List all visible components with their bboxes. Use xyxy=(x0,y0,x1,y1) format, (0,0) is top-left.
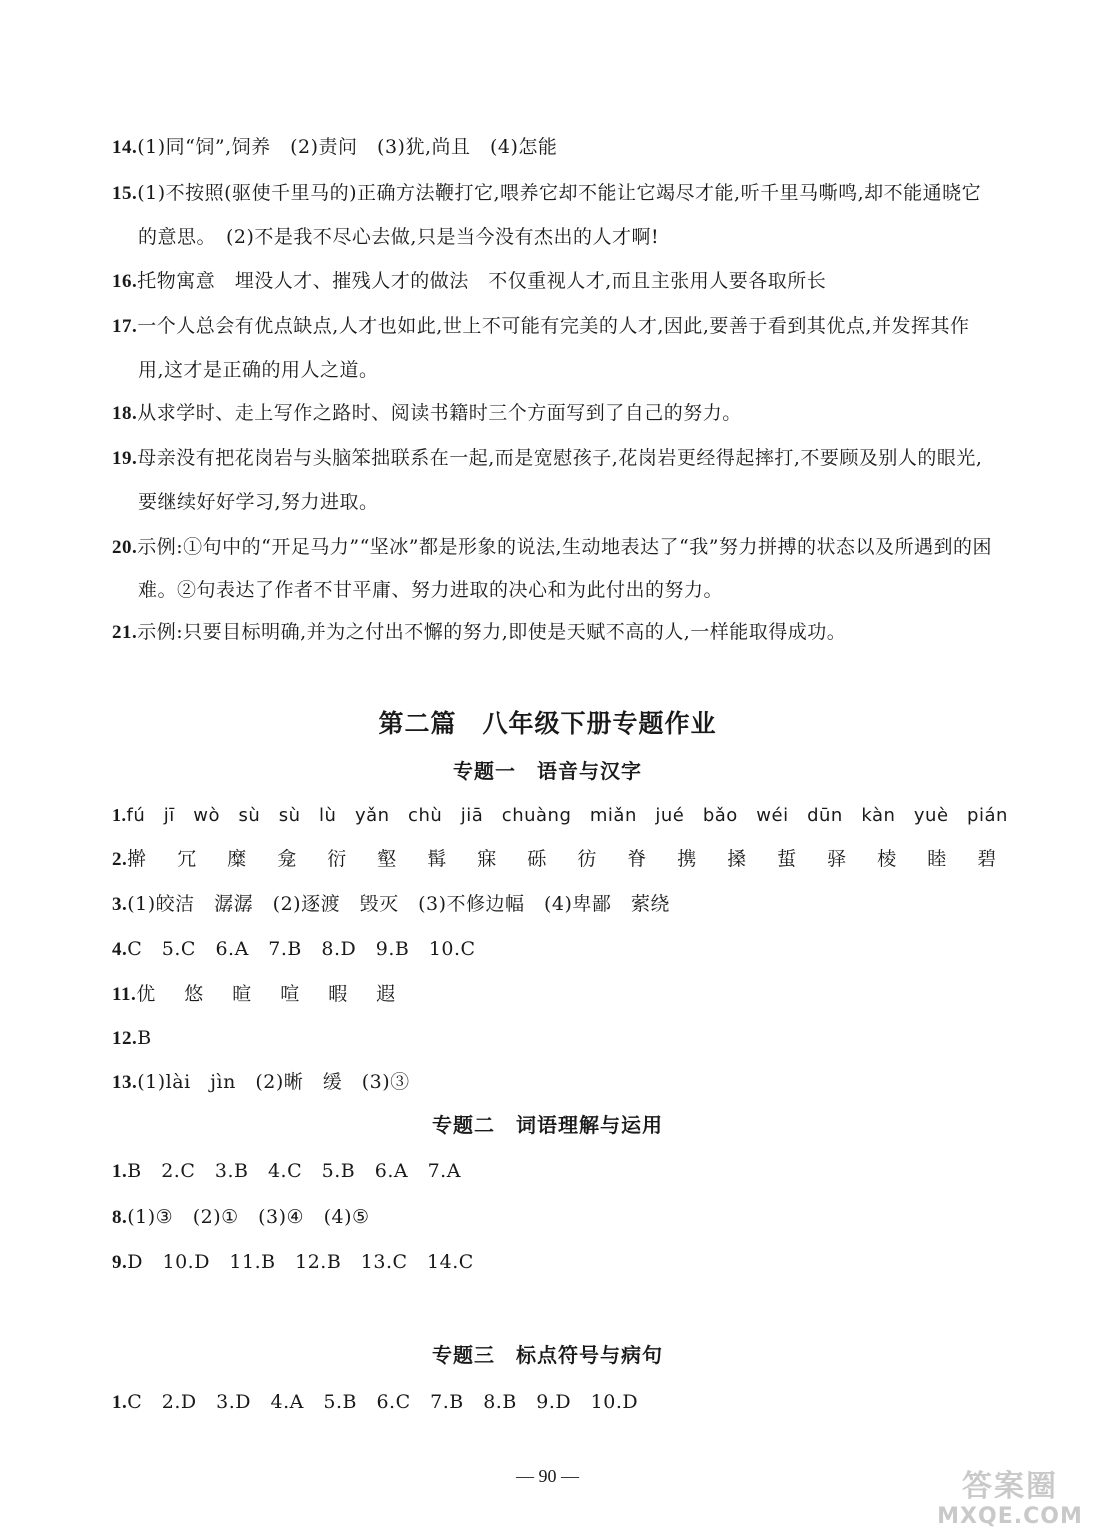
answer-text: 示例:①句中的“开足马力”“坚冰”都是形象的说法,生动地表达了“我”努力拼搏的状态以及所遇到的困 xyxy=(137,536,992,558)
answer-line-17 xyxy=(112,313,969,340)
topic-1-line-1 xyxy=(112,802,1008,829)
answer-text: 的意思。 (2)不是我不尽心去做,只是当今没有杰出的人才啊! xyxy=(138,226,660,248)
answer-text: (1)皎洁 潺潺 (2)逐渡 毁灭 (3)不修边幅 (4)卑鄙 萦绕 xyxy=(127,893,670,915)
answer-line-21 xyxy=(112,619,846,646)
answer-line-19 xyxy=(112,445,982,472)
topic-1-line-2 xyxy=(112,846,1002,873)
topic-1-line-11 xyxy=(112,981,400,1008)
page-number: — 90 — xyxy=(516,1466,579,1486)
question-number: 16. xyxy=(112,271,138,292)
topic-3-line-1 xyxy=(112,1389,638,1416)
question-number: 1. xyxy=(112,1161,128,1182)
answer-text: 用,这才是正确的用人之道。 xyxy=(138,359,379,381)
answer-text: 托物寓意 埋没人才、摧残人才的做法 不仅重视人才,而且主张用人要各取所长 xyxy=(137,270,827,292)
answer-text: B 2.C 3.B 4.C 5.B 6.A 7.A xyxy=(127,1160,461,1182)
answer-text: C 2.D 3.D 4.A 5.B 6.C 7.B 8.B 9.D 10.D xyxy=(127,1391,639,1413)
question-number: 1. xyxy=(112,805,127,825)
question-number: 15. xyxy=(112,183,138,204)
question-number: 9. xyxy=(112,1252,128,1273)
topic-2-line-9 xyxy=(112,1249,474,1276)
question-number: 12. xyxy=(112,1028,138,1049)
answer-line-20-cont xyxy=(138,577,723,603)
question-number: 14. xyxy=(112,137,138,158)
answer-text: C 5.C 6.A 7.B 8.D 9.B 10.C xyxy=(127,938,476,960)
question-number: 19. xyxy=(112,448,138,469)
answer-line-15-cont xyxy=(138,224,659,250)
answer-line-20 xyxy=(112,534,992,561)
question-number: 4. xyxy=(112,939,128,960)
question-number: 21. xyxy=(112,622,138,643)
answer-text: B xyxy=(137,1027,152,1049)
topic-1-line-4 xyxy=(112,936,476,963)
topic-1-line-12 xyxy=(112,1025,152,1052)
question-number: 1. xyxy=(112,1392,128,1413)
answer-line-14 xyxy=(112,134,557,161)
answer-text: 从求学时、走上写作之路时、阅读书籍时三个方面写到了自己的努力。 xyxy=(137,402,742,424)
answer-text: 优 悠 暄 喧 暇 遐 xyxy=(136,983,401,1005)
answer-text: 要继续好好学习,努力进取。 xyxy=(138,491,379,513)
question-number: 20. xyxy=(112,537,138,558)
topic-2-title: 专题二 词语理解与运用 xyxy=(432,1113,663,1137)
question-number: 18. xyxy=(112,403,138,424)
answer-text: 示例:只要目标明确,并为之付出不懈的努力,即使是天赋不高的人,一样能取得成功。 xyxy=(137,621,847,643)
answer-text: (1)③ (2)① (3)④ (4)⑤ xyxy=(127,1206,370,1228)
answer-text: (1)不按照(驱使千里马的)正确方法鞭打它,喂养它却不能让它竭尽才能,听千里马嘶鸣,却不能通晓它 xyxy=(137,182,982,204)
topic-2-line-8 xyxy=(112,1204,370,1231)
answer-line-16 xyxy=(112,268,826,295)
topic-1-line-13 xyxy=(112,1069,410,1096)
watermark-logo xyxy=(935,1470,1085,1536)
section-title: 第二篇 八年级下册专题作业 xyxy=(378,709,717,738)
question-number: 11. xyxy=(112,984,137,1005)
answer-line-15 xyxy=(112,180,981,207)
topic-1-title: 专题一 语音与汉字 xyxy=(453,759,642,783)
answer-text: 母亲没有把花岗岩与头脑笨拙联系在一起,而是宽慰孩子,花岗岩更经得起摔打,不要顾及别人的眼光, xyxy=(137,447,983,469)
answer-text: (1)lài jìn (2)晰 缓 (3)③ xyxy=(137,1071,410,1093)
question-number: 2. xyxy=(112,849,128,870)
topic-3-title: 专题三 标点符号与病句 xyxy=(432,1343,663,1367)
answer-line-19-cont xyxy=(138,489,379,515)
answer-text: 一个人总会有优点缺点,人才也如此,世上不可能有完美的人才,因此,要善于看到其优点,并发挥其作 xyxy=(137,315,970,337)
question-number: 3. xyxy=(112,894,128,915)
answer-text: 难。②句表达了作者不甘平庸、努力进取的决心和为此付出的努力。 xyxy=(138,579,724,601)
answer-text: fú jī wò sù sù lù yǎn chù jiā chuàng miǎn jué bǎo wéi dūn kàn yuè pián xyxy=(126,805,1008,826)
question-number: 8. xyxy=(112,1207,128,1228)
watermark-text: 答案圈 xyxy=(962,1469,1058,1504)
answer-text: 擀 冗 糜 龛 衍 壑 髯 寐 砾 彷 脊 携 搡 蜇 驿 棱 睦 碧 xyxy=(127,848,1003,870)
topic-1-line-3 xyxy=(112,891,670,918)
answer-text: (1)同“饲”,饲养 (2)责问 (3)犹,尚且 (4)怎能 xyxy=(137,136,558,158)
topic-2-line-1 xyxy=(112,1158,461,1185)
watermark-url: MXQE.COM xyxy=(937,1504,1083,1529)
answer-text: D 10.D 11.B 12.B 13.C 14.C xyxy=(127,1251,474,1273)
question-number: 17. xyxy=(112,316,138,337)
answer-line-18 xyxy=(112,400,742,427)
question-number: 13. xyxy=(112,1072,138,1093)
answer-line-17-cont xyxy=(138,357,379,383)
